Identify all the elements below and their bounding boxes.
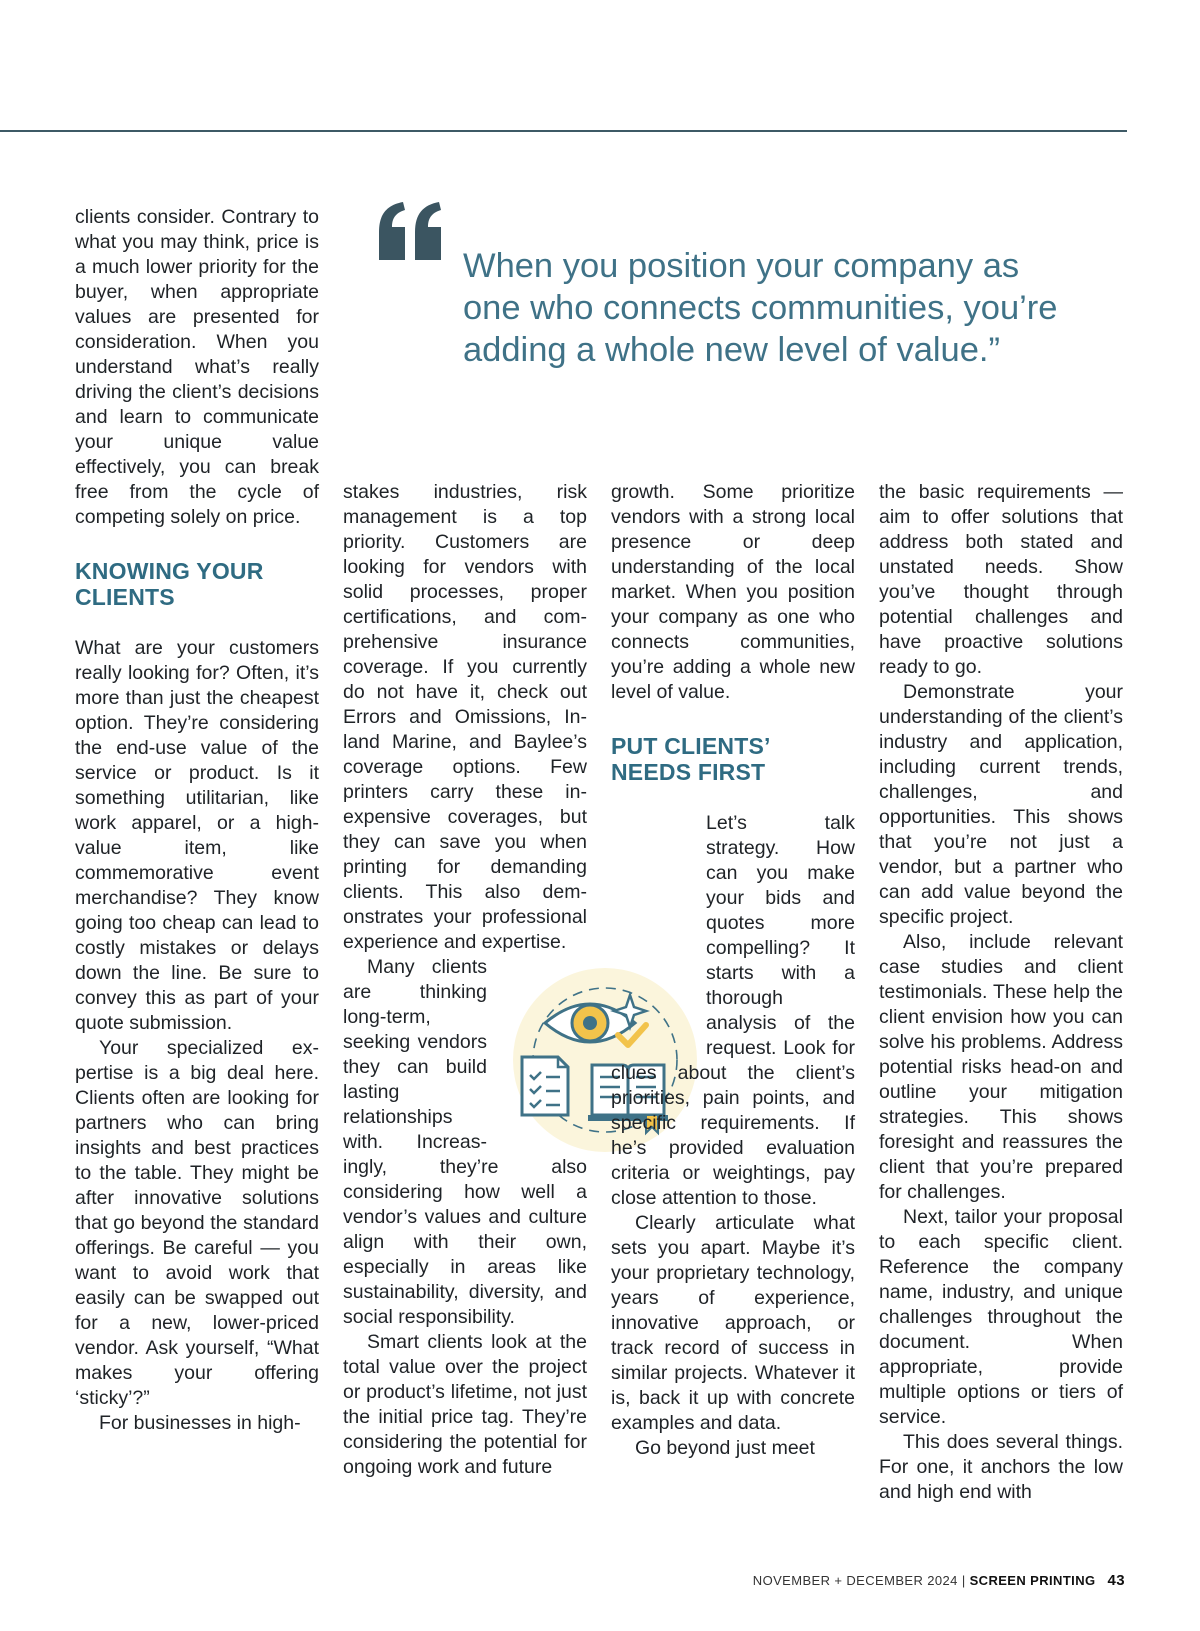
paragraph: growth. Some prioritize vendors with a strong local presence or deep understanding of the local market. When you position your company as one who connects communities, you’re adding a whole new level of value. xyxy=(611,481,855,703)
paragraph: Your specialized expertise is a big deal here. Clients often are looking for partners who can bring insights and best practices to the table. They might be after innovative solutions that go beyond the standard offerings. Be careful — you want to avoid work that easily can be swapped out for a new, lower-priced vendor. Ask yourself, “What makes your offering ‘sticky’?” xyxy=(75,1037,319,1409)
quote-mark-icon xyxy=(375,200,445,262)
paragraph: Go beyond just meet xyxy=(635,1437,815,1459)
pull-quote: When you position your company as one who connects communities, you’re adding a whole new level of value.” xyxy=(463,247,1058,369)
article-column-2 xyxy=(343,480,587,1480)
paragraph: the basic requirements — aim to offer solutions that address both stated and unstated needs. Show you’ve thought through potential challenges and have proactive solutions ready to go. xyxy=(879,481,1123,678)
page-footer xyxy=(753,1572,1125,1589)
paragraph: This does several things. For one, it anchors the low and high end with xyxy=(879,1431,1123,1503)
page-number: 43 xyxy=(1107,1572,1125,1589)
paragraph: Clearly articulate what sets you apart. Maybe it’s your proprietary technology, years of experience, innovative approach, or track record of success in similar projects. Whatever it is, back it up with concrete examples and data. xyxy=(611,1212,855,1434)
paragraph: Demonstrate your understanding of the client’s industry and application, including current trends, challenges, and opportunities. This shows that you’re not just a vendor, but a partner who can add value beyond the specific project. xyxy=(879,681,1123,928)
paragraph: Also, include relevant case studies and client testimonials. These help the client envision how you can solve his problems. Address potential risks head-on and outline your mitigation strategies. This shows foresight and reassures the client that you’re prepared for challenges. xyxy=(879,931,1123,1203)
section-heading-put-clients-needs-first: PUT CLIENTS’ NEEDS FIRST xyxy=(611,733,770,785)
paragraph: Next, tailor your proposal to each specific client. Reference the company name, industry, and unique challenges throughout the document. When appropriate, provide multiple options or tiers of service. xyxy=(879,1206,1123,1428)
paragraph: Smart clients look at the total value over the project or product’s lifetime, not just the initial price tag. They’re considering the potential for ongoing work and future xyxy=(343,1331,587,1478)
paragraph: Let’s talk strategy. How can you make your bids and quotes more compelling? It starts with a thorough analysis of the request. Look for clues about the client’s priorities, pain points, and specific requirements. If he’s provided evaluation criteria or weightings, pay close attention to those. xyxy=(611,812,855,1209)
issue-date: NOVEMBER + DECEMBER 2024 xyxy=(752,1573,958,1588)
article-column-1 xyxy=(75,205,319,1436)
paragraph: clients consider. Contrary to what you may think, price is a much lower priority for the buyer, when appropriate values are presented for consideration. When you understand what’s really driving the client’s decisions and learn to communicate your unique value effectively, you can break free from the cycle of competing solely on price. xyxy=(75,206,319,528)
magazine-name: SCREEN PRINTING xyxy=(969,1573,1096,1588)
section-heading-knowing-your-clients: KNOWING YOUR CLIENTS xyxy=(75,558,264,610)
header-rule xyxy=(0,130,1127,132)
paragraph: stakes industries, risk management is a top priority. Customers are looking for vendors with solid processes, proper certifications, and comprehensive insurance coverage. If you currently do not have it, check out Errors and Omissions, Inland Marine, and Baylee’s coverage options. Few printers carry these inexpensive coverages, but they can save you when printing for demanding clients. This also demonstrates your professional experience and expertise. xyxy=(343,481,587,953)
article-column-4 xyxy=(879,480,1123,1505)
paragraph: What are your customers really looking for? Often, it’s more than just the cheapest option. They’re considering the end-use value of the service or product. Is it something utilitarian, like work apparel, or a high-value item, like commemorative event merchandise? They know going too cheap can lead to costly mistakes or delays down the line. Be sure to convey this as part of your quote submission. xyxy=(75,637,319,1034)
paragraph: For businesses in high- xyxy=(99,1412,301,1434)
footer-separator: | xyxy=(961,1573,966,1588)
paragraph: Many clients are thinking long-term, seeking vendors they can build lasting relationships with. Increasingly, they’re also considering how well a vendor’s values and culture align with their own, especially in areas like sustainability, diversity, and social responsibility. xyxy=(343,956,587,1328)
article-column-3 xyxy=(611,480,855,1461)
